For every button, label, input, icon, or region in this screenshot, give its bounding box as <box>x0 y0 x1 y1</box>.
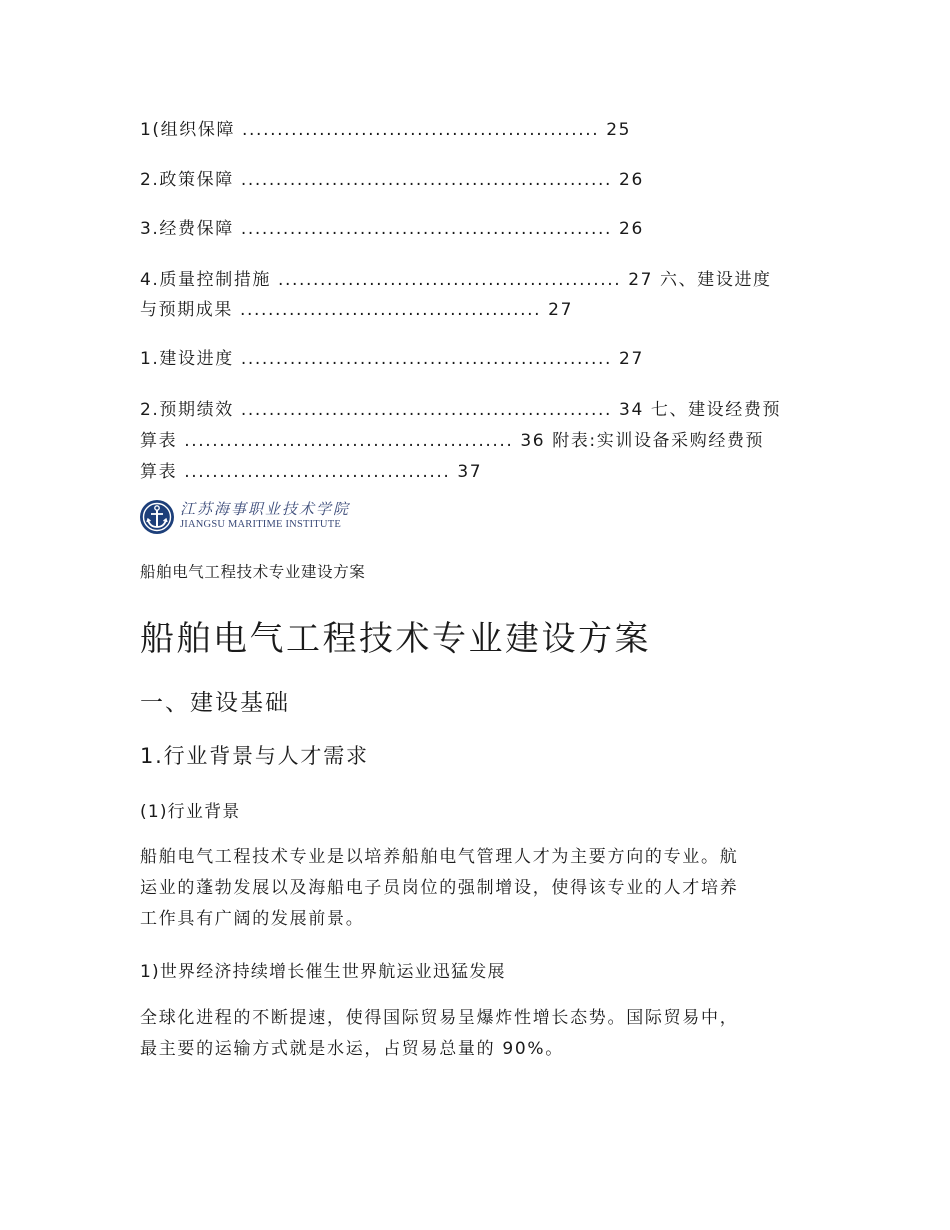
toc-entry[interactable]: 2.预期绩效 ..................................................... 34 七、建设经费预 <box>140 400 782 420</box>
paragraph-line: 运业的蓬勃发展以及海船电子员岗位的强制增设，使得该专业的人才培养 <box>140 878 739 898</box>
paragraph-line: 全球化进程的不断提速，使得国际贸易呈爆炸性增长态势。国际贸易中， <box>140 1008 739 1028</box>
page-title: 船舶电气工程技术专业建设方案 <box>140 619 651 659</box>
toc-entry[interactable]: 1(组织保障 ................................................... 25 <box>140 120 632 140</box>
logo-english-name: JIANGSU MARITIME INSTITUTE <box>180 519 341 530</box>
toc-entry[interactable]: 3.经费保障 ..................................................... 26 <box>140 219 644 239</box>
institute-logo <box>138 497 366 537</box>
paragraph-line: 船舶电气工程技术专业是以培养船舶电气管理人才为主要方向的专业。航 <box>140 847 739 867</box>
item-heading: 1)世界经济持续增长催生世界航运业迅猛发展 <box>140 962 506 982</box>
header-caption: 船舶电气工程技术专业建设方案 <box>140 563 366 581</box>
item-heading: (1)行业背景 <box>140 802 241 822</box>
toc-entry[interactable]: 算表 ...................................... 37 <box>140 462 483 482</box>
toc-entry[interactable]: 4.质量控制措施 ................................................. 27 六、建设进度 <box>140 270 772 290</box>
section-heading: 一、建设基础 <box>140 690 290 716</box>
logo-chinese-name: 江苏海事职业技术学院 <box>180 500 351 518</box>
paragraph-line: 最主要的运输方式就是水运，占贸易总量的 90%。 <box>140 1039 564 1059</box>
toc-entry[interactable]: 1.建设进度 ..................................................... 27 <box>140 349 644 369</box>
toc-entry[interactable]: 算表 ............................................... 36 附表:实训设备采购经费预 <box>140 431 765 451</box>
anchor-emblem-icon <box>138 498 176 536</box>
toc-entry[interactable]: 与预期成果 ........................................... 27 <box>140 300 574 320</box>
toc-entry[interactable]: 2.政策保障 ..................................................... 26 <box>140 170 644 190</box>
paragraph-line: 工作具有广阔的发展前景。 <box>140 909 365 929</box>
subsection-heading: 1.行业背景与人才需求 <box>140 744 369 768</box>
